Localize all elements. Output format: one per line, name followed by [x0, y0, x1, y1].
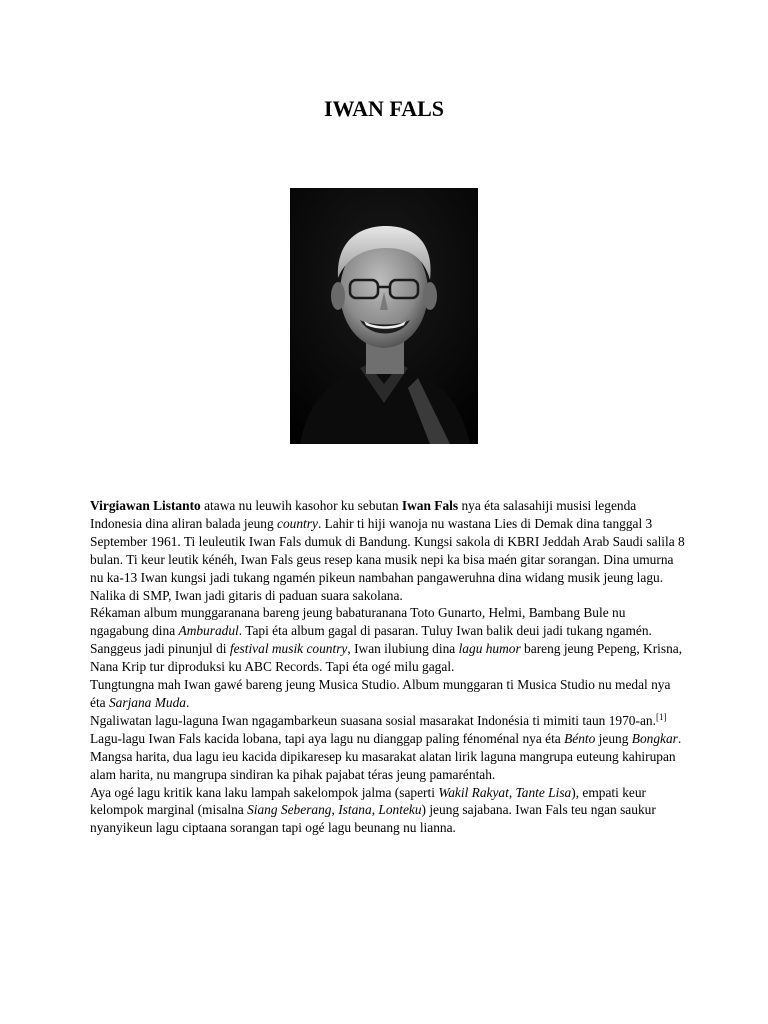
text-run: Aya ogé lagu kritik kana laku lampah sakelompok jalma (saperti: [90, 784, 439, 800]
italic-text: Istana: [338, 802, 372, 818]
text-run: ) jeung sajabana. Iwan Fals teu ngan saukur nyanyikeun lagu ciptaana sorangan tapi ogé lagu beunang nu lianna.: [90, 802, 656, 836]
body-paragraph: [90, 712, 686, 784]
text-run: atawa nu leuwih kasohor ku sebutan: [200, 498, 402, 513]
body-paragraph: [90, 640, 686, 676]
text-run: ), empati keur kelompok marginal (misalna: [90, 784, 646, 818]
portrait-photo: [290, 188, 478, 444]
body-paragraph: [90, 676, 686, 712]
body-paragraph: [90, 497, 686, 604]
text-run: Rékaman album munggaranana bareng jeung babaturanana Toto Gunarto, Helmi, Bambang Bule nu ngagabung dina: [90, 605, 626, 639]
text-run: jeung: [595, 730, 632, 746]
text-run: . Tapi éta album gagal di pasaran. Tuluy Iwan balik deui jadi tukang ngamén.: [238, 623, 652, 639]
italic-text: lagu humor: [458, 641, 521, 657]
italic-text: Bénto: [564, 730, 596, 746]
text-run: Lagu-lagu Iwan Fals kacida lobana, tapi aya lagu nu dianggap paling fénoménal nya éta: [90, 730, 565, 746]
italic-text: country: [277, 515, 318, 531]
italic-text: Siang Seberang: [247, 802, 332, 818]
article-body: [90, 497, 686, 837]
text-run: ,: [331, 802, 339, 818]
footnote-ref[interactable]: [1]: [655, 711, 667, 722]
text-run: Ngaliwatan lagu-laguna Iwan ngagambarkeun suasana sosial masarakat Indonésia ti mimiti taun 1970-an.: [90, 712, 656, 728]
italic-text: Wakil Rakyat: [438, 784, 509, 800]
page-title: IWAN FALS: [323, 96, 444, 121]
italic-text: festival musik country: [229, 641, 348, 657]
text-run: . Lahir ti hiji wanoja nu wastana Lies di Demak dina tanggal 3 September 1961. Ti leuleutik Iwan Fals dumuk di Bandung. Kungsi sakola di KBRI Jeddah Arab Saudi salila 8 bulan. Ti keur leutik kénéh, Iwan Fals geus resep kana musik nepi ka bisa maén gitar sorangan. Dina umurna nu ka-13 Iwan kungsi jadi tukang ngamén pikeun nambahan pangaweruhna dina widang musik jeung lagu. Nalika di SMP, Iwan jadi gitaris di paduan suara sakolana.: [90, 515, 685, 603]
text-run: , Iwan ilubiung dina: [347, 641, 459, 657]
italic-text: Sarjana Muda: [108, 694, 186, 710]
text-run: Sanggeus jadi pinunjul di: [90, 641, 230, 657]
text-run: . Mangsa harita, dua lagu ieu kacida dipikaresep ku masarakat alatan lirik laguna mangrupa euteung kahirupan alam harita, nu mangrupa sindiran ka pihak pajabat téras jeung pamaréntah.: [90, 730, 682, 782]
italic-text: Bongkar: [631, 730, 678, 746]
bold-text: Iwan Fals: [401, 498, 459, 513]
body-paragraph: [90, 604, 686, 640]
text-run: bareng jeung Pepeng, Krisna, Nana Krip tur diproduksi ku ABC Records. Tapi éta ogé milu gagal.: [90, 641, 683, 675]
text-run: Tungtungna mah Iwan gawé bareng jeung Musica Studio. Album munggaran ti Musica Studio nu medal nya éta: [90, 677, 671, 710]
body-paragraph: [90, 784, 686, 838]
italic-text: Lonteku: [378, 802, 422, 818]
text-run: ,: [371, 802, 379, 818]
italic-text: Amburadul: [178, 623, 239, 639]
text-run: .: [185, 694, 190, 710]
text-run: nya éta salasahiji musisi legenda Indonesia dina aliran balada jeung: [90, 498, 637, 531]
italic-text: Tante Lisa: [515, 784, 572, 800]
bold-text: Virgiawan Listanto: [90, 498, 201, 513]
text-run: ,: [508, 784, 516, 800]
